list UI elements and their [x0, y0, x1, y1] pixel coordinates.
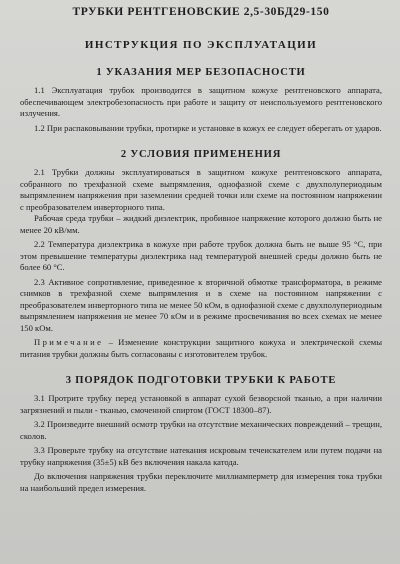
section-heading: 3 ПОРЯДОК ПОДГОТОВКИ ТРУБКИ К РАБОТЕ [65, 375, 337, 386]
note-paragraph [20, 337, 382, 360]
section-preparation [20, 374, 382, 494]
section-safety [20, 66, 382, 134]
paragraph: 3.1 Протрите трубку перед установкой в аппарат сухой безворсной тканью, а при наличии загрязнений и пыли - тканью, смоченной спиртом (ГОСТ 18300–87). [20, 393, 382, 415]
note-text: – Изменение конструкции защитного кожуха и электрической схемы питания трубки должны быть согласованы с изготовителем трубок. [20, 337, 382, 359]
section-heading: 1 УКАЗАНИЯ МЕР БЕЗОПАСНОСТИ [96, 67, 306, 78]
note-label: Примечание [34, 337, 104, 347]
paragraph: Рабочая среда трубки – жидкий диэлектрик, пробивное напряжение которого должно быть не менее 20 кВ/мм. [20, 213, 382, 235]
paragraph: 2.1 Трубки должны эксплуатироваться в защитном кожухе рентгеновского аппарата, собранного по трехфазной схеме выпрямления, однофазной схеме с двухполупериодным выпрямлением напряжения при заземлении средней точки или схеме на постоянном напряжении с преобразователем инверторного типа. [20, 167, 382, 212]
paragraph: 2.3 Активное сопротивление, приведенное к вторичной обмотке трансформатора, в режиме снимков в трехфазной схеме выпрямления и в схеме на постоянном напряжении с преобразователем инверторного типа не менее 50 кОм, в однофазной схеме с двухполупериодным выпрямлением напряжения не менее 70 кОм и в режиме просвечивания во всех схемах не менее 150 кОм. [20, 276, 382, 333]
document-title: ТРУБКИ РЕНТГЕНОВСКИЕ 2,5-30БД29-150 [72, 6, 330, 18]
paragraph: 3.3 Проверьте трубку на отсутствие натекания искровым течеискателем или путем подачи на трубку напряжения (35±5) кВ без включения накала катода. [20, 445, 382, 467]
paragraph: 1.2 При распаковывании трубки, протирке и установке в кожух ее следует оберегать от ударов. [34, 122, 382, 133]
paragraph: 3.2 Произведите внешний осмотр трубки на отсутствие механических повреждений – трещин, сколов. [20, 419, 382, 441]
section-conditions [20, 148, 382, 360]
paragraph: 2.2 Температура диэлектрика в кожухе при работе трубок должна быть не выше 95 °С, при этом превышение температуры диэлектрика над температурой внешней среды должно быть не более 60 °С. [20, 239, 382, 272]
paragraph: 1.1 Эксплуатация трубок производится в защитном кожухе рентгеновского аппарата, обеспечивающем электробезопасность при работе и защиту от неиспользуемого рентгеновского излучения. [20, 85, 382, 118]
paragraph: До включения напряжения трубки переключите миллиамперметр для измерения тока трубки на наибольший предел измерения. [20, 471, 382, 493]
document-subtitle: ИНСТРУКЦИЯ ПО ЭКСПЛУАТАЦИИ [84, 39, 318, 51]
section-heading: 2 УСЛОВИЯ ПРИМЕНЕНИЯ [120, 149, 282, 160]
